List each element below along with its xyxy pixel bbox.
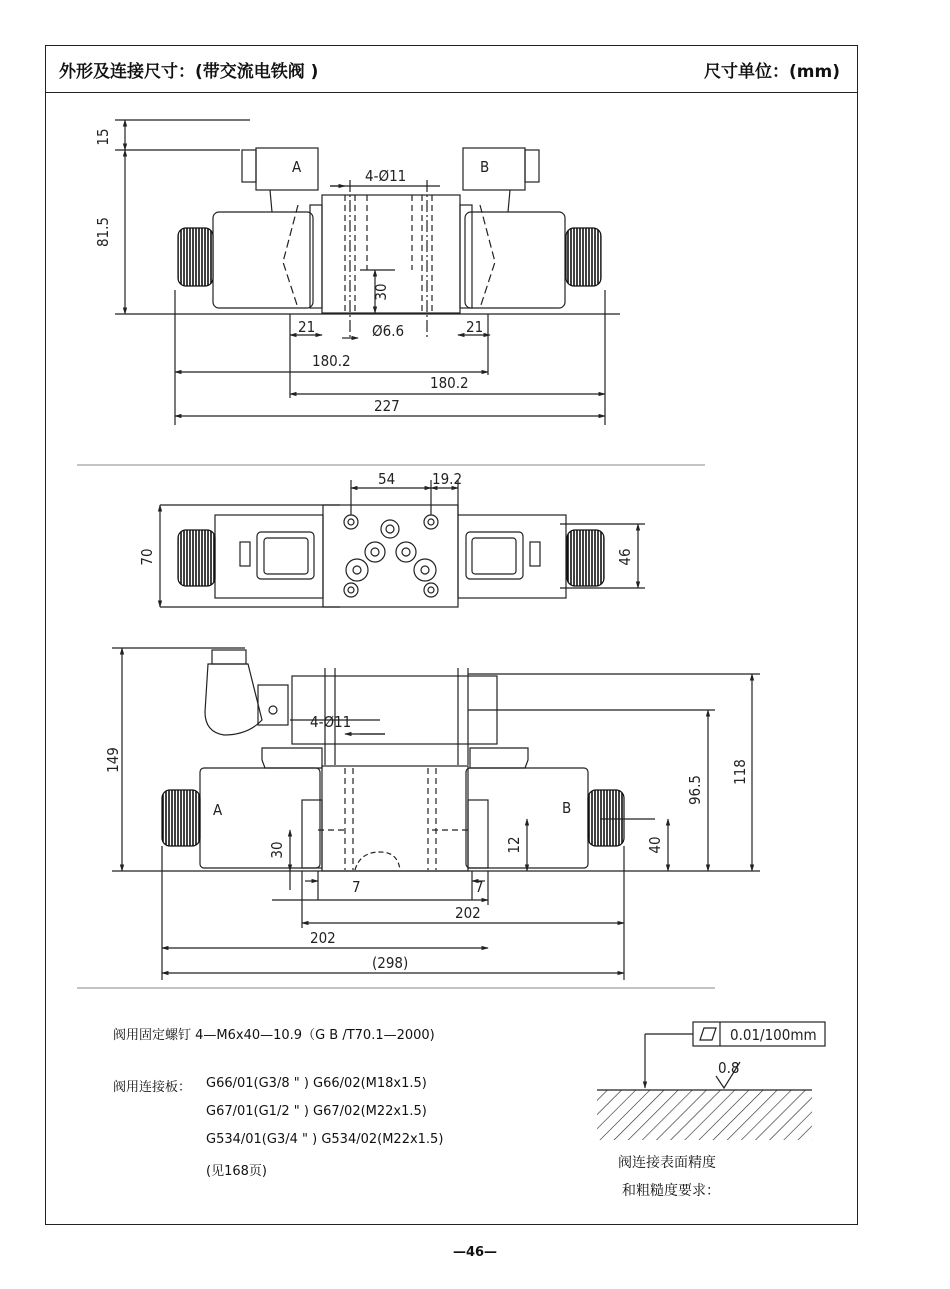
surface-symbol-labels xyxy=(718,1026,817,1077)
dim-40: 40 xyxy=(646,836,664,854)
dim-227: 227 xyxy=(374,397,400,415)
front-port-a-label: A xyxy=(213,801,223,819)
dim-180-2-left: 180.2 xyxy=(312,352,351,370)
dim-202-outer: 202 xyxy=(310,929,336,947)
dim-54: 54 xyxy=(378,470,396,488)
dim-21-right: 21 xyxy=(466,318,484,336)
surface-caption-1: 阀连接表面精度 xyxy=(618,1155,716,1171)
port-a-label: A xyxy=(292,158,302,176)
dim-298: (298) xyxy=(372,954,409,972)
dim-21-left: 21 xyxy=(298,318,316,336)
dim-81-5: 81.5 xyxy=(94,216,112,248)
dim-holes-11: 4-Ø11 xyxy=(365,167,407,185)
plate-line-1: G66/01(G3/8 " ) G66/02(M18x1.5) xyxy=(206,1076,427,1091)
top-view xyxy=(115,120,620,425)
dim-96-5: 96.5 xyxy=(686,774,704,806)
dim-149: 149 xyxy=(104,747,122,773)
dim-30: 30 xyxy=(372,283,390,301)
surface-caption-2: 和粗糙度要求： xyxy=(622,1183,720,1199)
plan-view xyxy=(160,480,645,607)
dim-19-2: 19.2 xyxy=(432,470,463,488)
page-number: —46— xyxy=(452,1245,498,1260)
flatness-value: 0.01/100mm xyxy=(730,1026,817,1044)
front-view xyxy=(112,648,760,980)
plate-line-4: (见168页) xyxy=(206,1164,267,1179)
dim-118: 118 xyxy=(731,759,749,785)
front-port-b-label: B xyxy=(562,799,572,817)
dim-15: 15 xyxy=(94,128,112,146)
dim-180-2-right: 180.2 xyxy=(430,374,469,392)
screw-note: 阀用固定螺钉 4—M6x40—10.9（G B /T70.1—2000) xyxy=(113,1028,435,1043)
dim-front-holes-11: 4-Ø11 xyxy=(310,713,352,731)
dim-7-left: 7 xyxy=(352,878,361,896)
dim-7-right: 7 xyxy=(475,878,484,896)
dim-6-6: Ø6.6 xyxy=(372,322,405,340)
dim-202-inner: 202 xyxy=(455,904,481,922)
dim-12: 12 xyxy=(505,836,523,854)
dim-30-front: 30 xyxy=(268,841,286,859)
plate-line-2: G67/01(G1/2 " ) G67/02(M22x1.5) xyxy=(206,1104,427,1119)
plate-line-3: G534/01(G3/4 " ) G534/02(M22x1.5) xyxy=(206,1132,444,1147)
roughness-value: 0.8 xyxy=(718,1059,740,1077)
unit-label: 尺寸单位：(mm) xyxy=(704,62,840,82)
plate-label: 阀用连接板： xyxy=(113,1080,192,1095)
dim-46: 46 xyxy=(616,548,634,566)
port-b-label: B xyxy=(480,158,490,176)
dim-70: 70 xyxy=(138,548,156,566)
front-view-labels xyxy=(104,713,749,972)
page-title: 外形及连接尺寸：(带交流电铁阀 ) xyxy=(59,62,319,82)
